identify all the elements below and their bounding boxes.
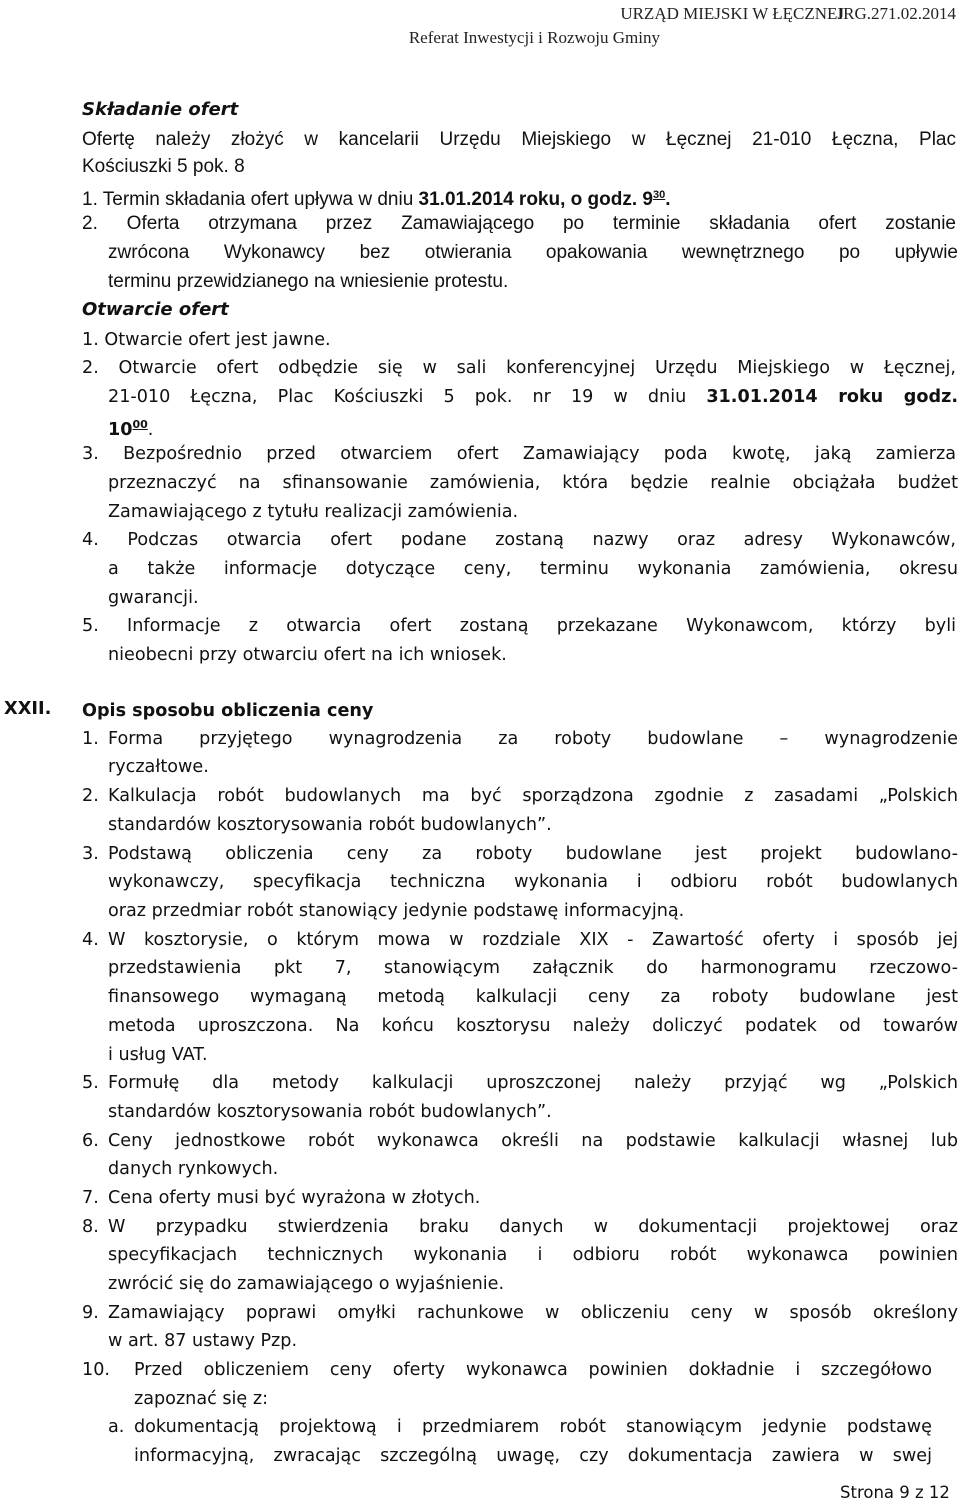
list-item-cont: terminu przewidzianego na wniesienie protestu. (108, 271, 509, 292)
list-item-cont (82, 1385, 268, 1413)
list-item: 2. Otwarcie ofert odbędzie się w sali konferencyjnej Urzędu Miejskiego w Łęcznej, (82, 358, 956, 378)
list-item: 5. Informacje z otwarcia ofert zostaną przekazane Wykonawcom, którzy byli (82, 616, 956, 636)
list-item-text: zwrócić się do zamawiającego o wyjaśnienie. (108, 1274, 505, 1294)
list-item-text: dokumentacją projektową i przedmiarem robót stanowiącym jedynie podstawę (134, 1417, 932, 1437)
reference-number: IRG.271.02.2014 (837, 4, 956, 23)
list-item-text: Kalkulacja robót budowlanych ma być sporządzona zgodnie z zasadami „Polskich (108, 786, 958, 806)
list-number: 9. (82, 1303, 99, 1323)
list-item (82, 1069, 958, 1097)
list-item-text: zapoznać się z: (134, 1389, 269, 1409)
list-number: 4. (82, 930, 99, 950)
list-item-text: metoda uproszczona. Na końcu kosztorysu należy doliczyć podatek od towarów (108, 1016, 958, 1036)
list-item-text: ryczałtowe. (108, 757, 209, 777)
list-item: 2. Oferta otrzymana przez Zamawiającego po terminie składania ofert zostanie (82, 213, 956, 234)
list-item-end: . (665, 189, 671, 210)
chapter-number: XXII. (4, 698, 52, 719)
office-name: URZĄD MIEJSKI W ŁĘCZNEJ (620, 4, 844, 23)
list-item (82, 1356, 932, 1384)
list-item-cont (108, 1442, 932, 1470)
list-item-cont (82, 983, 958, 1011)
list-item-text: oraz przedmiar robót stanowiący jedynie podstawę informacyjną. (108, 901, 685, 921)
list-item-cont (82, 1041, 208, 1069)
deadline-date: 31.01.2014 roku, o godz. 9 (418, 189, 653, 210)
list-item (82, 1213, 958, 1241)
list-item-cont (108, 383, 958, 411)
list-item-cont (82, 811, 552, 839)
list-number: 1. (82, 729, 99, 749)
section-heading-skladanie: Składanie ofert (82, 99, 239, 120)
list-item-cont (82, 868, 958, 896)
list-item-cont (82, 897, 684, 925)
list-item-text: w art. 87 ustawy Pzp. (108, 1331, 298, 1351)
list-number: 5. (82, 1073, 99, 1093)
list-item (82, 1299, 958, 1327)
list-number: 2. (82, 786, 99, 806)
list-item (82, 926, 958, 954)
list-item-text: finansowego wymaganą metodą kalkulacji ceny za roboty budowlane jest (108, 987, 958, 1007)
chapter-heading: Opis sposobu obliczenia ceny (82, 701, 374, 721)
list-item-text: W przypadku stwierdzenia braku danych w dokumentacji projektowej oraz (108, 1217, 958, 1237)
list-item-cont (82, 1241, 958, 1269)
list-item-cont: a także informacje dotyczące ceny, terminu wykonania zamówienia, okresu (108, 559, 958, 579)
list-item-text: 21-010 Łęczna, Plac Kościuszki 5 pok. nr 19 w dniu (108, 387, 707, 407)
list-item (82, 782, 958, 810)
list-item: 3. Bezpośrednio przed otwarciem ofert Zamawiający poda kwotę, jaką zamierza (82, 444, 956, 464)
list-item-cont (82, 1155, 278, 1183)
opening-minutes: 00 (132, 418, 148, 431)
department-name: Referat Inwestycji i Rozwoju Gminy (408, 28, 660, 47)
list-item: 4. Podczas otwarcia ofert podane zostaną nazwy oraz adresy Wykonawców, (82, 530, 956, 550)
list-item-cont: Zamawiającego z tytułu realizacji zamówienia. (108, 502, 519, 522)
list-item-text: Zamawiający poprawi omyłki rachunkowe w obliczeniu ceny w sposób określony (108, 1303, 958, 1323)
list-item-end: . (147, 420, 154, 440)
list-item-cont (82, 1327, 297, 1355)
list-item (108, 1413, 932, 1441)
list-item-cont (82, 954, 958, 982)
list-number: 10. (82, 1360, 110, 1380)
paragraph-line: Ofertę należy złożyć w kancelarii Urzędu Miejskiego w Łęcznej 21-010 Łęczna, Plac (82, 129, 956, 150)
list-item-text: przedstawienia pkt 7, stanowiącym załącznik do harmonogramu rzeczowo- (108, 958, 958, 978)
list-item-text: W kosztorysie, o którym mowa w rozdziale XIX - Zawartość oferty i sposób jej (108, 930, 958, 950)
list-item-cont (82, 753, 209, 781)
list-item-text: Formułę dla metody kalkulacji uproszczonej należy przyjąć wg „Polskich (108, 1073, 958, 1093)
list-item-text: Forma przyjętego wynagrodzenia za roboty budowlane – wynagrodzenie (108, 729, 958, 749)
deadline-minutes: 30 (652, 189, 666, 201)
list-item-cont (82, 1012, 958, 1040)
list-item-text: Cena oferty musi być wyrażona w złotych. (108, 1188, 481, 1208)
paragraph-line: Kościuszki 5 pok. 8 (82, 156, 245, 177)
opening-hour: 10 (108, 420, 133, 440)
list-item-cont: nieobecni przy otwarciu ofert na ich wniosek. (108, 645, 507, 665)
list-number: 8. (82, 1217, 99, 1237)
list-item-text: informacyjną, zwracając szczególną uwagę, czy dokumentacja zawiera w swej (134, 1446, 932, 1466)
list-item-text: Ceny jednostkowe robót wykonawca określi na podstawie kalkulacji własnej lub (108, 1131, 958, 1151)
list-item (82, 1184, 480, 1212)
list-number: a. (108, 1417, 125, 1437)
list-item-text: Podstawą obliczenia ceny za roboty budowlane jest projekt budowlano- (108, 844, 958, 864)
list-item-text: specyfikacjach technicznych wykonania i odbioru robót wykonawca powinien (108, 1245, 958, 1265)
list-item-cont (82, 1098, 552, 1126)
list-item-text: danych rynkowych. (108, 1159, 279, 1179)
opening-date: 31.01.2014 roku godz. (706, 387, 959, 407)
list-number: 3. (82, 844, 99, 864)
section-heading-otwarcie: Otwarcie ofert (82, 299, 229, 320)
list-item-text: Przed obliczeniem ceny oferty wykonawca powinien dokładnie i szczegółowo (134, 1360, 932, 1380)
list-item-cont: zwrócona Wykonawcy bez otwierania opakowania wewnętrznego po upływie (108, 242, 958, 263)
list-item (82, 840, 958, 868)
list-item-cont: przeznaczyć na sfinansowanie zamówienia, która będzie realnie obciążała budżet (108, 473, 958, 493)
list-item-text: i usług VAT. (108, 1045, 208, 1065)
page-number: Strona 9 z 12 (840, 1483, 950, 1502)
list-item-text: standardów kosztorysowania robót budowlanych”. (108, 815, 552, 835)
list-item: 1. Otwarcie ofert jest jawne. (82, 330, 331, 350)
list-item-text: wykonawczy, specyfikacja techniczna wykonania i odbioru robót budowlanych (108, 872, 958, 892)
list-item (82, 725, 958, 753)
list-number: 7. (82, 1188, 99, 1208)
list-item-cont (82, 1270, 504, 1298)
list-number: 6. (82, 1131, 99, 1151)
list-item (82, 1127, 958, 1155)
list-item-cont: gwarancji. (108, 588, 199, 608)
list-item-text: standardów kosztorysowania robót budowlanych”. (108, 1102, 552, 1122)
list-item-text: 1. Termin składania ofert upływa w dniu (82, 189, 419, 210)
